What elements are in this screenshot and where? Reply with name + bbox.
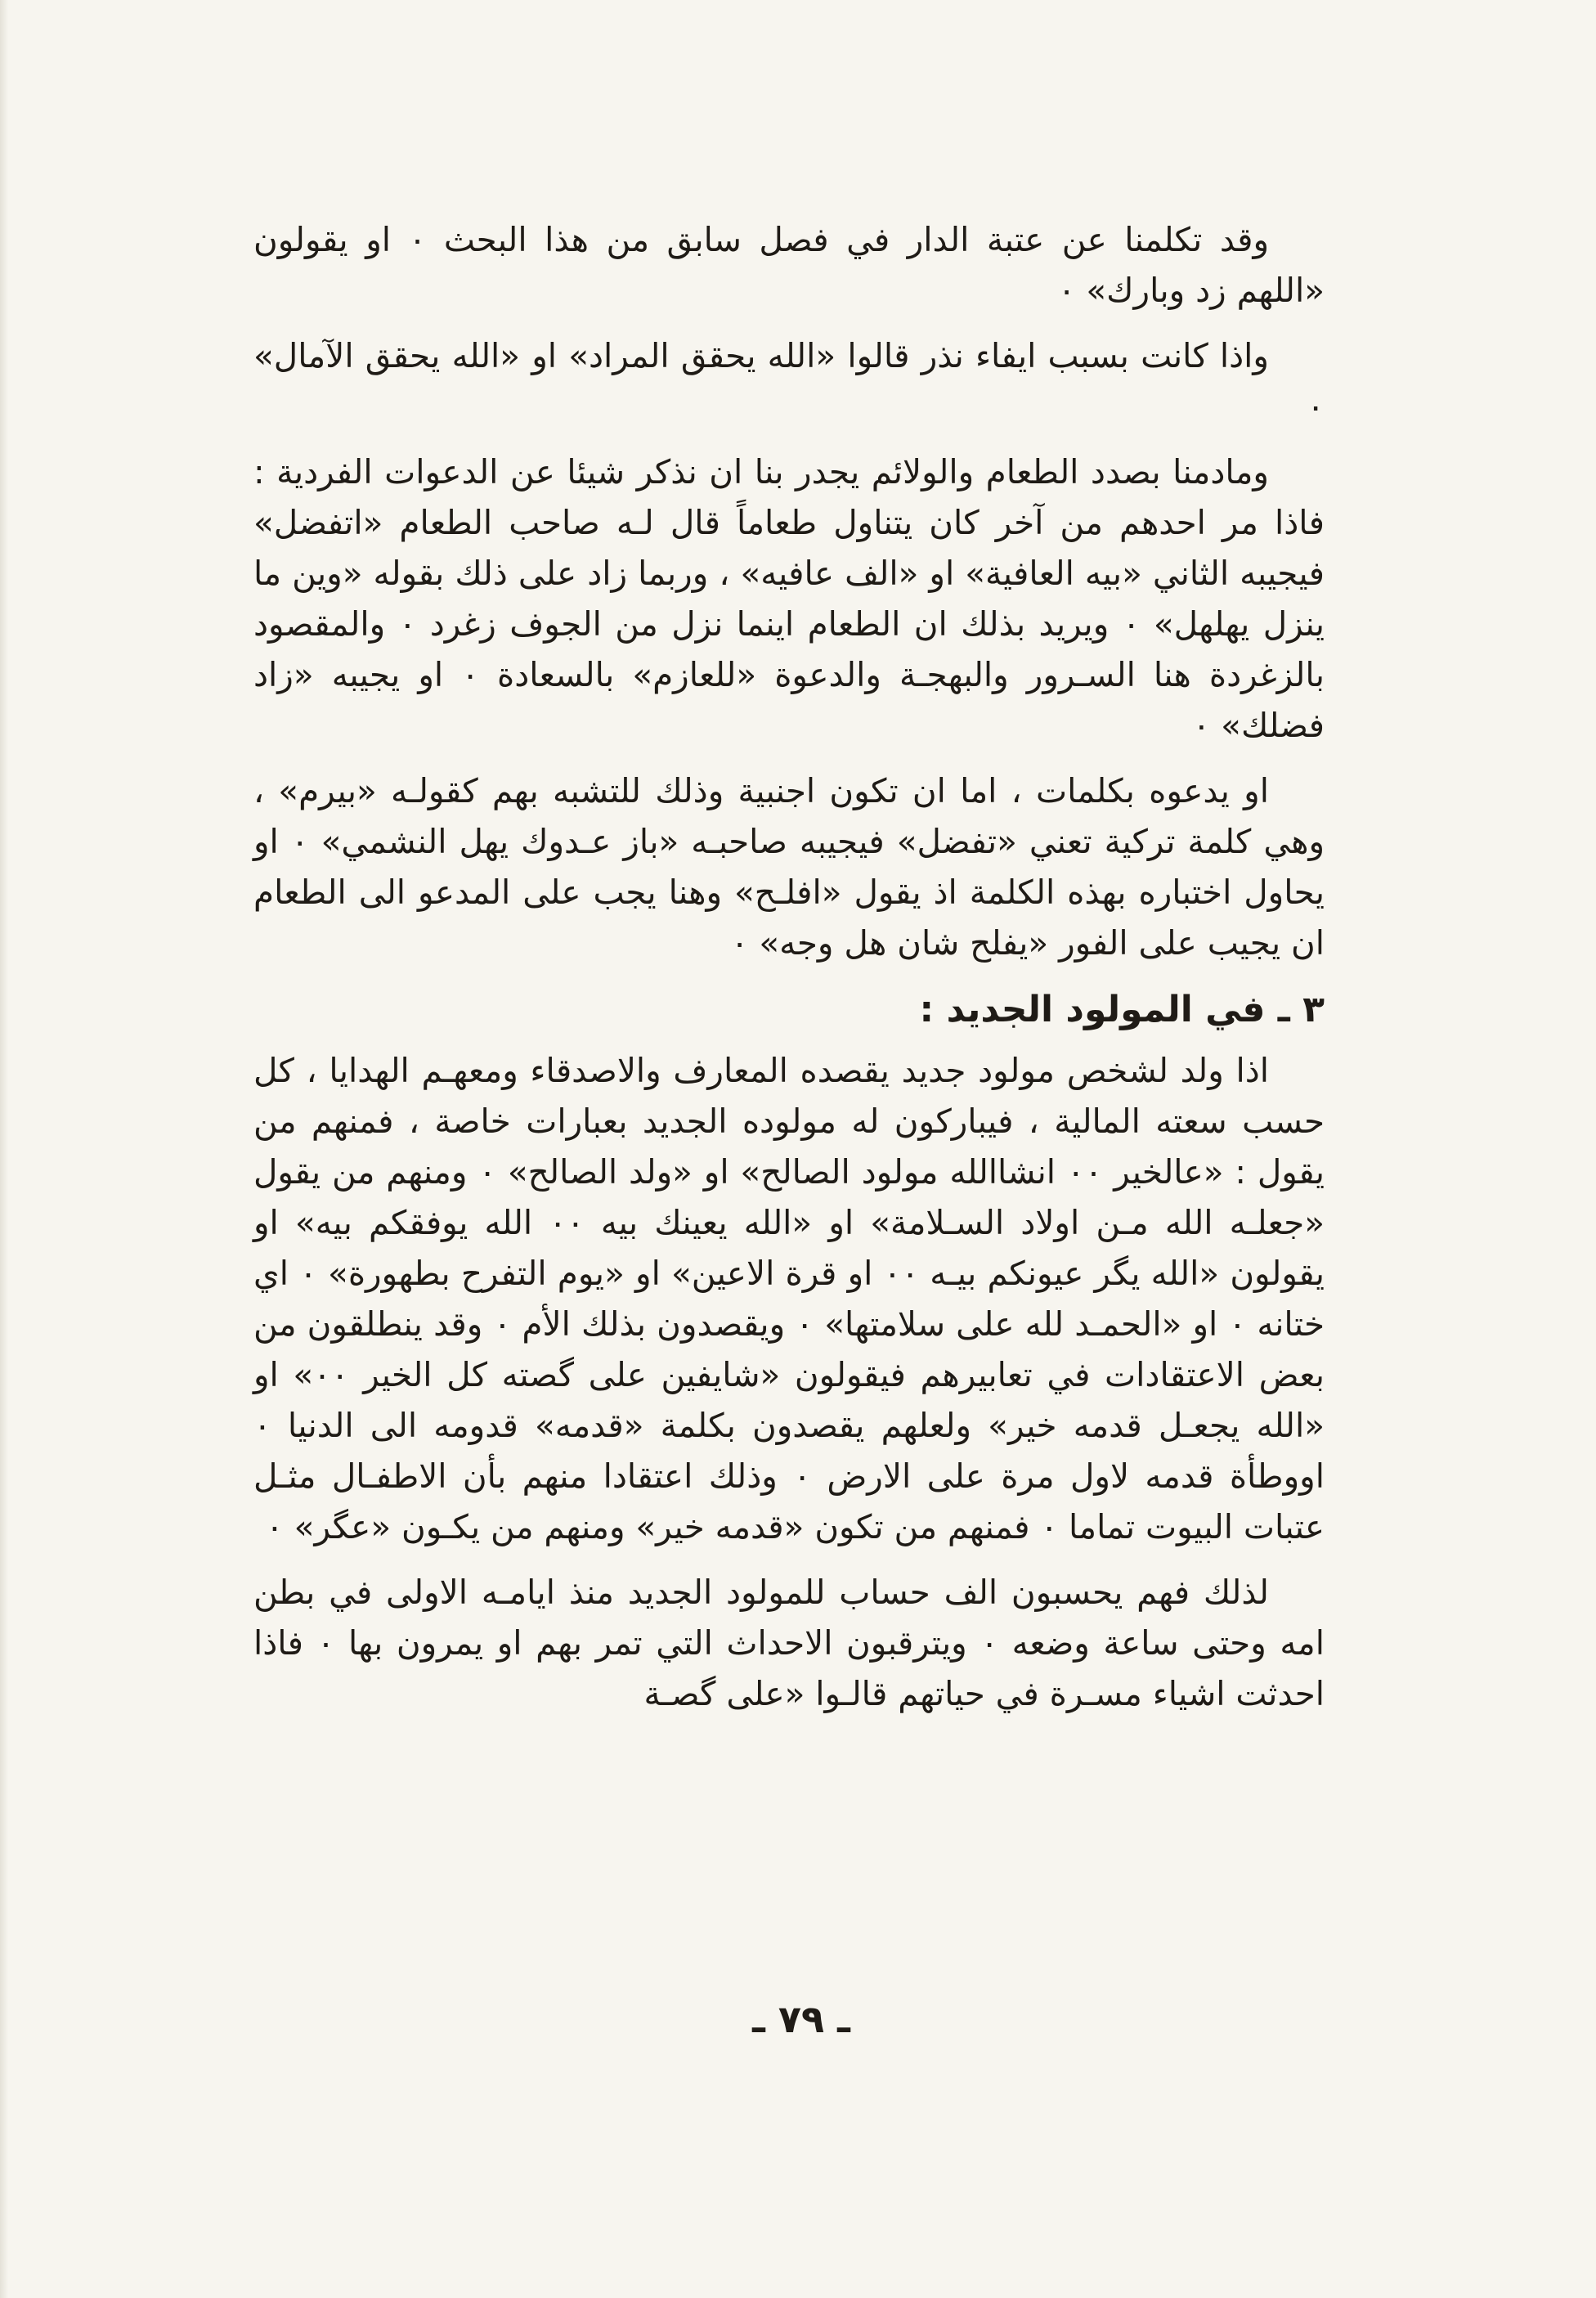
paragraph-2: واذا كانت بسبب ايفاء نذر قالوا «الله يحقق المراد» او «الله يحقق الآمال» ٠	[253, 336, 1325, 426]
page-number: ـ ٧٩ ـ	[752, 1997, 850, 2041]
page-text-body	[253, 214, 1325, 1973]
section-paragraph-2: لذلك فهم يحسبون الف حساب للمولود الجديد منذ ايامـه الاولى في بطن امه وحتى ساعة وضعه ٠ ويترقبون الاحداث التي تمر بهم او يمرون بها ٠ فاذا احدثت اشياء مسـرة في حياتهم قالـوا «على گصـة	[253, 1573, 1325, 1713]
section-paragraph-1: اذا ولد لشخص مولود جديد يقصده المعارف والاصدقاء ومعهـم الهدايا ، كل حسب سعته المالية ، فيباركون له مولوده الجديد بعبارات خاصة ، فمنهم من يقول : «عالخير ٠٠ انشاالله مولود الصالح» او «ولد الصالح» ٠ ومنهم من يقول «جعلـه الله مـن اولاد السـلامة» او «الله يعينك بيه ٠٠ الله يوفقكم بيه» او يقولون «الله يگر عيونكم بيـه ٠٠ او قرة الاعين» او «يوم التفرح بطهورة» ٠ اي ختانه ٠ او «الحمـد لله على سلامتها» ٠ ويقصدون بذلك الأم ٠ وقد ينطلقون من بعض الاعتقادات في تعابيرهم فيقولون «شايفين على گصته كل الخير ٠٠» او «الله يجعـل قدمه خير» ولعلهم يقصدون بكلمة «قدمه» قدومه الى الدنيا ٠ اووطأة قدمه لاول مرة على الارض ٠ وذلك اعتقادا منهم بأن الاطفـال مثـل عتبات البيوت تماما ٠ فمنهم من تكون «قدمه خير» ومنهم من يكـون «عگر» ٠	[253, 1051, 1325, 1546]
section-heading-newborn: ٣ ـ في المولود الجديد :	[919, 989, 1325, 1030]
paragraph-4: او يدعوه بكلمات ، اما ان تكون اجنبية وذلك للتشبه بهم كقولـه «بيرم» ، وهي كلمة تركية تعني «تفضل» فيجيبه صاحبـه «باز عـدوك يهل النشمي» ٠ او يحاول اختباره بهذه الكلمة اذ يقول «افلـح» وهنا يجب على المدعو الى الطعام ان يجيب على الفور «يفلح شان هل وجه» ٠	[253, 771, 1325, 963]
page-left-edge	[0, 0, 8, 2298]
paragraph-3: ومادمنا بصدد الطعام والولائم يجدر بنا ان نذكر شيئا عن الدعوات الفردية : فاذا مر احدهم من آخر كان يتناول طعاماً قال لـه صاحب الطعام «اتفضل» فيجيبه الثاني «بيه العافية» او «الف عافيه» ، وربما زاد على ذلك بقوله «وين ما ينزل يهلهل» ٠ ويريد بذلك ان الطعام اينما نزل من الجوف زغرد ٠ والمقصود بالزغردة هنا السـرور والبهجـة والدعوة «للعازم» بالسعادة ٠ او يجيبه «زاد فضلك» ٠	[253, 452, 1325, 745]
paragraph-1: وقد تكلمنا عن عتبة الدار في فصل سابق من هذا البحث ٠ او يقولون «اللهم زد وبارك» ٠	[253, 220, 1325, 310]
